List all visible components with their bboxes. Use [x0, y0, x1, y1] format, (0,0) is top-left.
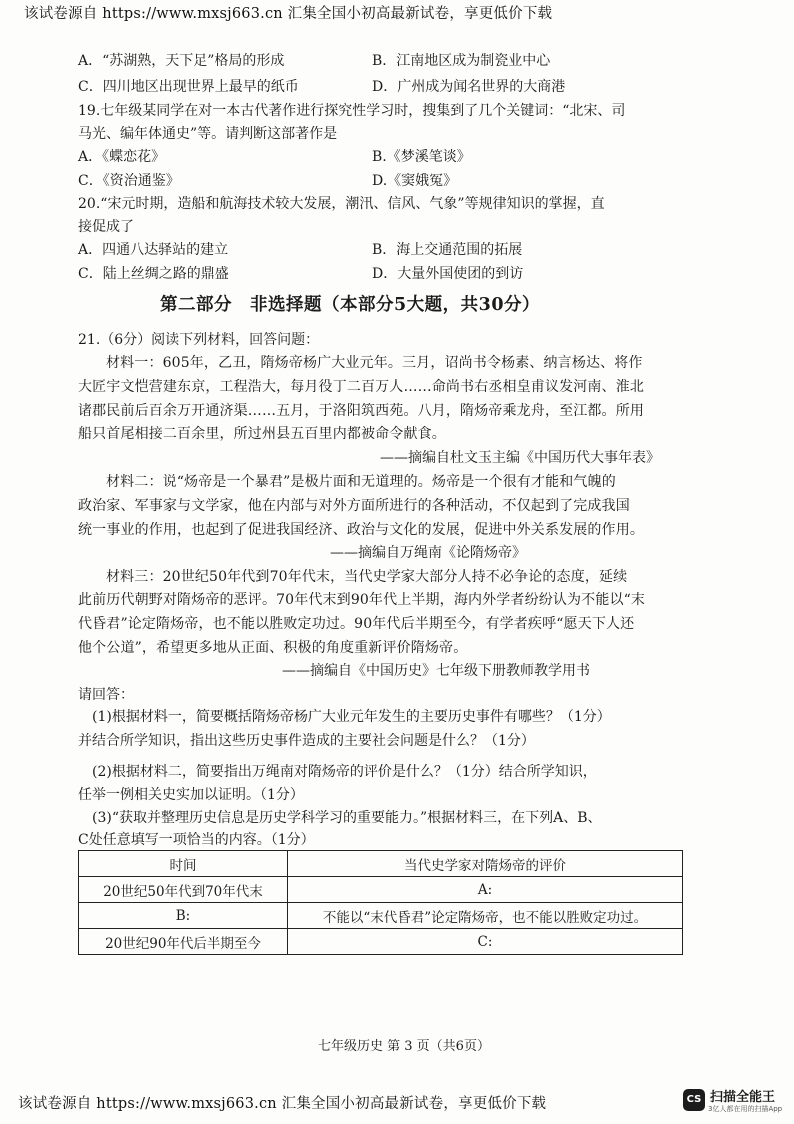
table-row — [79, 851, 683, 877]
sub-question-3: (3)“获取并整理历史信息是历史学科学习的重要能力。”根据材料三，在下列A、B、 — [92, 810, 602, 826]
material1-line: 材料一：605年，乙丑，隋炀帝杨广大业元年。三月，诏尚书令杨素、纳言杨达、将作 — [106, 355, 643, 371]
camscanner-logo-icon: CS — [683, 1089, 705, 1111]
material2-line: 政治家、军事家与文学家，他在内部与对外方面所进行的各种活动，不仅起到了完成我国 — [78, 498, 630, 514]
table-row — [79, 877, 683, 903]
table-cell-answer-a: A: — [288, 877, 683, 903]
material3-line: 他个公道”，希望更多地从正面、积极的角度重新评价隋炀帝。 — [78, 640, 468, 656]
sub-question-1: 并结合所学知识，指出这些历史事件造成的主要社会问题是什么？（1分） — [78, 733, 535, 749]
q21-intro: 21.（6分）阅读下列材料，回答问题： — [78, 332, 320, 348]
material3-line: 代昏君”论定隋炀帝，也不能以胜败定功过。90年代后半期至今，有学者疾呼“愿天下人还 — [78, 616, 635, 632]
q20-option-b: B．海上交通范围的拓展 — [372, 242, 523, 258]
sub-question-2: 任举一例相关史实加以证明。（1分） — [78, 787, 304, 803]
part2-heading: 第二部分 非选择题（本部分5大题，共30分） — [160, 295, 541, 315]
table-row — [79, 929, 683, 955]
table-cell-answer-b: B: — [79, 903, 288, 929]
material3-source: ——摘编自《中国历史》七年级下册教师教学用书 — [282, 663, 590, 679]
evaluation-table — [78, 850, 683, 955]
q19-option-b: B.《梦溪笔谈》 — [372, 149, 471, 165]
table-cell: 不能以“末代昏君”论定隋炀帝，也不能以胜败定功过。 — [288, 903, 683, 929]
q19-stem-line1: 19.七年级某同学在对一本古代著作进行探究性学习时，搜集到了几个关键词：“北宋、司 — [78, 103, 626, 119]
material1-line: 船只首尾相接二百余里，所过州县五百里内都被命令献食。 — [78, 426, 446, 442]
source-banner-bottom: 该试卷源自 https://www.mxsj663.cn 汇集全国小初高最新试卷，享更低价下载 — [18, 1096, 547, 1112]
q18-option-a: A．“苏湖熟，天下足”格局的形成 — [78, 53, 285, 69]
table-cell: 20世纪90年代后半期至今 — [79, 929, 288, 955]
ask-label: 请回答： — [78, 687, 134, 703]
q18-option-d: D．广州成为闻名世界的大商港 — [372, 79, 566, 95]
q19-option-c: C．《资治通鉴》 — [78, 173, 180, 189]
q18-option-b: B．江南地区成为制瓷业中心 — [372, 53, 551, 69]
q20-stem-line2: 接促成了 — [78, 219, 134, 235]
scanner-app-name: 扫描全能王 — [710, 1090, 776, 1105]
sub-question-3: C处任意填写一项恰当的内容。（1分） — [78, 832, 315, 848]
table-row — [79, 903, 683, 929]
scanner-app-tagline: 3亿人都在用的扫描App — [708, 1105, 783, 1113]
source-banner-top: 该试卷源自 https://www.mxsj663.cn 汇集全国小初高最新试卷，享更低价下载 — [24, 6, 553, 22]
sub-question-1: (1)根据材料一，简要概括隋炀帝杨广大业元年发生的主要历史事件有哪些？（1分） — [92, 709, 611, 725]
q20-option-a: A．四通八达驿站的建立 — [78, 242, 229, 258]
table-header-cell: 时间 — [79, 851, 288, 877]
table-cell-answer-c: C: — [288, 929, 683, 955]
table-cell: 20世纪50年代到70年代末 — [79, 877, 288, 903]
material1-source: ——摘编自杜文玉主编《中国历代大事年表》 — [380, 450, 660, 466]
material3-line: 材料三：20世纪50年代到70年代末，当代史学家大部分人持不必争论的态度，延续 — [106, 569, 628, 585]
material1-line: 大匠宇文恺营建东京，工程浩大，每月役丁二百万人……命尚书右丞相皇甫议发河南、淮北 — [78, 379, 644, 395]
sub-question-2: (2)根据材料二，简要指出万绳南对隋炀帝的评价是什么？（1分）结合所学知识， — [92, 764, 597, 780]
table-header-cell: 当代史学家对隋炀帝的评价 — [288, 851, 683, 877]
material2-source: ——摘编自万绳南《论隋炀帝》 — [330, 545, 526, 561]
page-footer: 七年级历史 第 3 页（共6页） — [318, 1039, 490, 1054]
material2-line: 统一事业的作用，也起到了促进我国经济、政治与文化的发展，促进中外关系发展的作用。 — [78, 522, 644, 538]
material1-line: 诸郡民前后百余万开通济渠……五月，于洛阳筑西苑。八月，隋炀帝乘龙舟，至江都。所用 — [78, 403, 644, 419]
q19-option-d: D.《窦娥冤》 — [372, 173, 458, 189]
q19-option-a: A．《蝶恋花》 — [78, 149, 166, 165]
material3-line: 此前历代朝野对隋炀帝的恶评。70年代末到90年代上半期，海内外学者纷纷认为不能以“末 — [78, 592, 646, 608]
q18-option-c: C．四川地区出现世界上最早的纸币 — [78, 79, 299, 95]
q20-option-c: C．陆上丝绸之路的鼎盛 — [78, 266, 229, 282]
q19-stem-line2: 马光、编年体通史”等。请判断这部著作是 — [78, 126, 338, 142]
q20-option-d: D．大量外国使团的到访 — [372, 266, 524, 282]
material2-line: 材料二：说“炀帝是一个暴君”是极片面和无道理的。炀帝是一个很有才能和气魄的 — [106, 474, 616, 490]
q20-stem-line1: 20.“宋元时期，造船和航海技术较大发展，潮汛、信风、气象”等规律知识的掌握，直 — [78, 196, 605, 212]
